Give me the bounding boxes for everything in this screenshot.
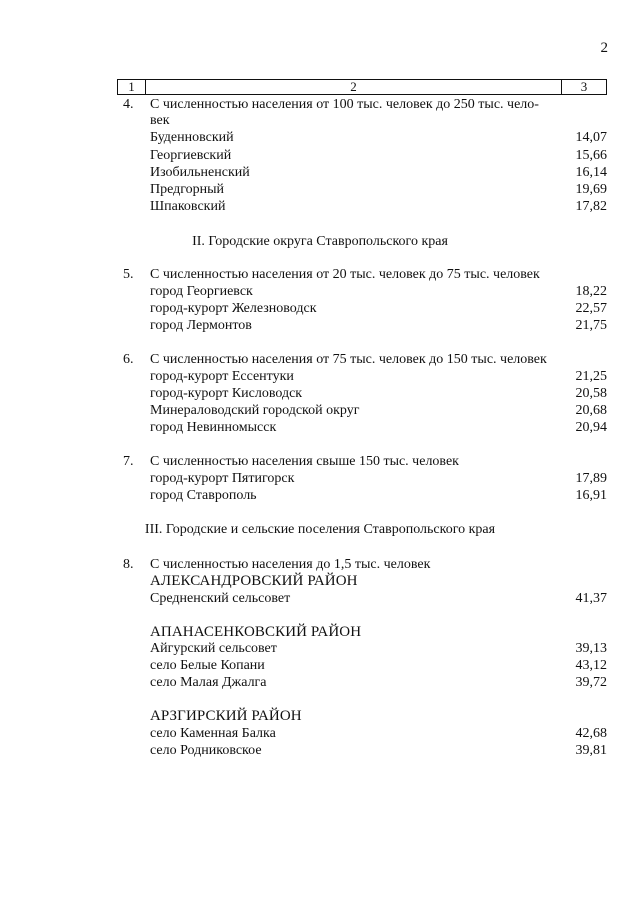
group-heading: С численностью населения свыше 150 тыс. человек	[150, 454, 459, 469]
row-name: Предгорный	[150, 182, 225, 197]
group-number: 4.	[123, 97, 134, 112]
table-header-row	[117, 79, 607, 95]
row-value: 20,58	[575, 386, 607, 401]
group-heading: С численностью населения от 100 тыс. человек до 250 тыс. чело-	[150, 97, 539, 112]
row-value: 15,66	[575, 148, 607, 163]
group-heading-row	[117, 351, 607, 368]
row-name: город-курорт Пятигорск	[150, 471, 295, 486]
row-value: 39,72	[575, 675, 607, 690]
row-name: город Ставрополь	[150, 488, 257, 503]
district-heading-row	[117, 573, 607, 590]
row-value: 41,37	[575, 591, 607, 606]
row-value: 22,57	[575, 301, 607, 316]
row-name: город Невинномысск	[150, 420, 277, 435]
row-value: 19,69	[575, 182, 607, 197]
row-value: 20,68	[575, 403, 607, 418]
table-row	[117, 300, 607, 317]
group-number: 5.	[123, 267, 134, 282]
table-row	[117, 487, 607, 504]
row-value: 43,12	[575, 658, 607, 673]
row-name: село Малая Джалга	[150, 675, 267, 690]
table-row	[117, 742, 607, 759]
group-heading: С численностью населения от 20 тыс. человек до 75 тыс. человек	[150, 267, 540, 282]
table-row	[117, 164, 607, 181]
row-name: село Родниковское	[150, 743, 262, 758]
row-value: 17,89	[575, 471, 607, 486]
row-name: село Каменная Балка	[150, 726, 276, 741]
district-title: АРЗГИРСКИЙ РАЙОН	[150, 708, 302, 724]
row-value: 16,91	[575, 488, 607, 503]
row-value: 14,07	[575, 130, 607, 145]
row-name: Айгурский сельсовет	[150, 641, 277, 656]
table-row	[117, 640, 607, 657]
district-heading-row	[117, 708, 607, 725]
row-name: Изобильненский	[150, 165, 250, 180]
row-value: 42,68	[575, 726, 607, 741]
table-header-col1: 1	[118, 80, 146, 94]
row-name: Шпаковский	[150, 199, 226, 214]
row-name: город-курорт Кисловодск	[150, 386, 303, 401]
table-row	[117, 317, 607, 334]
table-row	[117, 419, 607, 436]
table-header-col2: 2	[146, 80, 562, 94]
row-name: город-курорт Ессентуки	[150, 369, 294, 384]
table-row	[117, 283, 607, 300]
group-heading-row	[117, 266, 607, 283]
table-row	[117, 402, 607, 419]
group-heading-continuation	[117, 112, 607, 129]
row-value: 39,81	[575, 743, 607, 758]
district-heading-row	[117, 624, 607, 641]
group-heading-line2: век	[150, 113, 170, 128]
table-header-col3: 3	[580, 79, 588, 94]
section-title: III. Городские и сельские поселения Ставропольского края	[144, 522, 496, 537]
table-row	[117, 657, 607, 674]
group-heading: С численностью населения от 75 тыс. человек до 150 тыс. человек	[150, 352, 547, 367]
row-value: 39,13	[575, 641, 607, 656]
table-row	[117, 198, 607, 215]
row-name: город-курорт Железноводск	[150, 301, 317, 316]
table-row	[117, 181, 607, 198]
section-title: II. Городские округа Ставропольского края	[192, 234, 448, 249]
row-value: 21,25	[575, 369, 607, 384]
district-title: АЛЕКСАНДРОВСКИЙ РАЙОН	[150, 573, 358, 589]
row-name: село Белые Копани	[150, 658, 265, 673]
group-heading-row	[117, 556, 607, 573]
group-heading: С численностью населения до 1,5 тыс. человек	[150, 557, 431, 572]
group-heading-row	[117, 453, 607, 470]
table-row	[117, 674, 607, 691]
row-value: 17,82	[575, 199, 607, 214]
table-row	[117, 470, 607, 487]
group-number: 8.	[123, 557, 134, 572]
row-name: Георгиевский	[150, 148, 232, 163]
row-name: город Георгиевск	[150, 284, 253, 299]
table-row	[117, 129, 607, 146]
table-row	[117, 147, 607, 164]
row-value: 20,94	[575, 420, 607, 435]
group-number: 6.	[123, 352, 134, 367]
row-value: 16,14	[575, 165, 607, 180]
group-number: 7.	[123, 454, 134, 469]
table-row	[117, 590, 607, 607]
table-row	[117, 725, 607, 742]
row-name: город Лермонтов	[150, 318, 252, 333]
row-value: 18,22	[575, 284, 607, 299]
row-name: Буденновский	[150, 130, 234, 145]
district-title: АПАНАСЕНКОВСКИЙ РАЙОН	[150, 624, 362, 640]
row-name: Минераловодский городской округ	[150, 403, 360, 418]
row-value: 21,75	[575, 318, 607, 333]
table-row	[117, 385, 607, 402]
row-name: Средненский сельсовет	[150, 591, 291, 606]
page-number: 2	[600, 40, 608, 56]
group-heading-row	[117, 96, 607, 113]
table-row	[117, 368, 607, 385]
